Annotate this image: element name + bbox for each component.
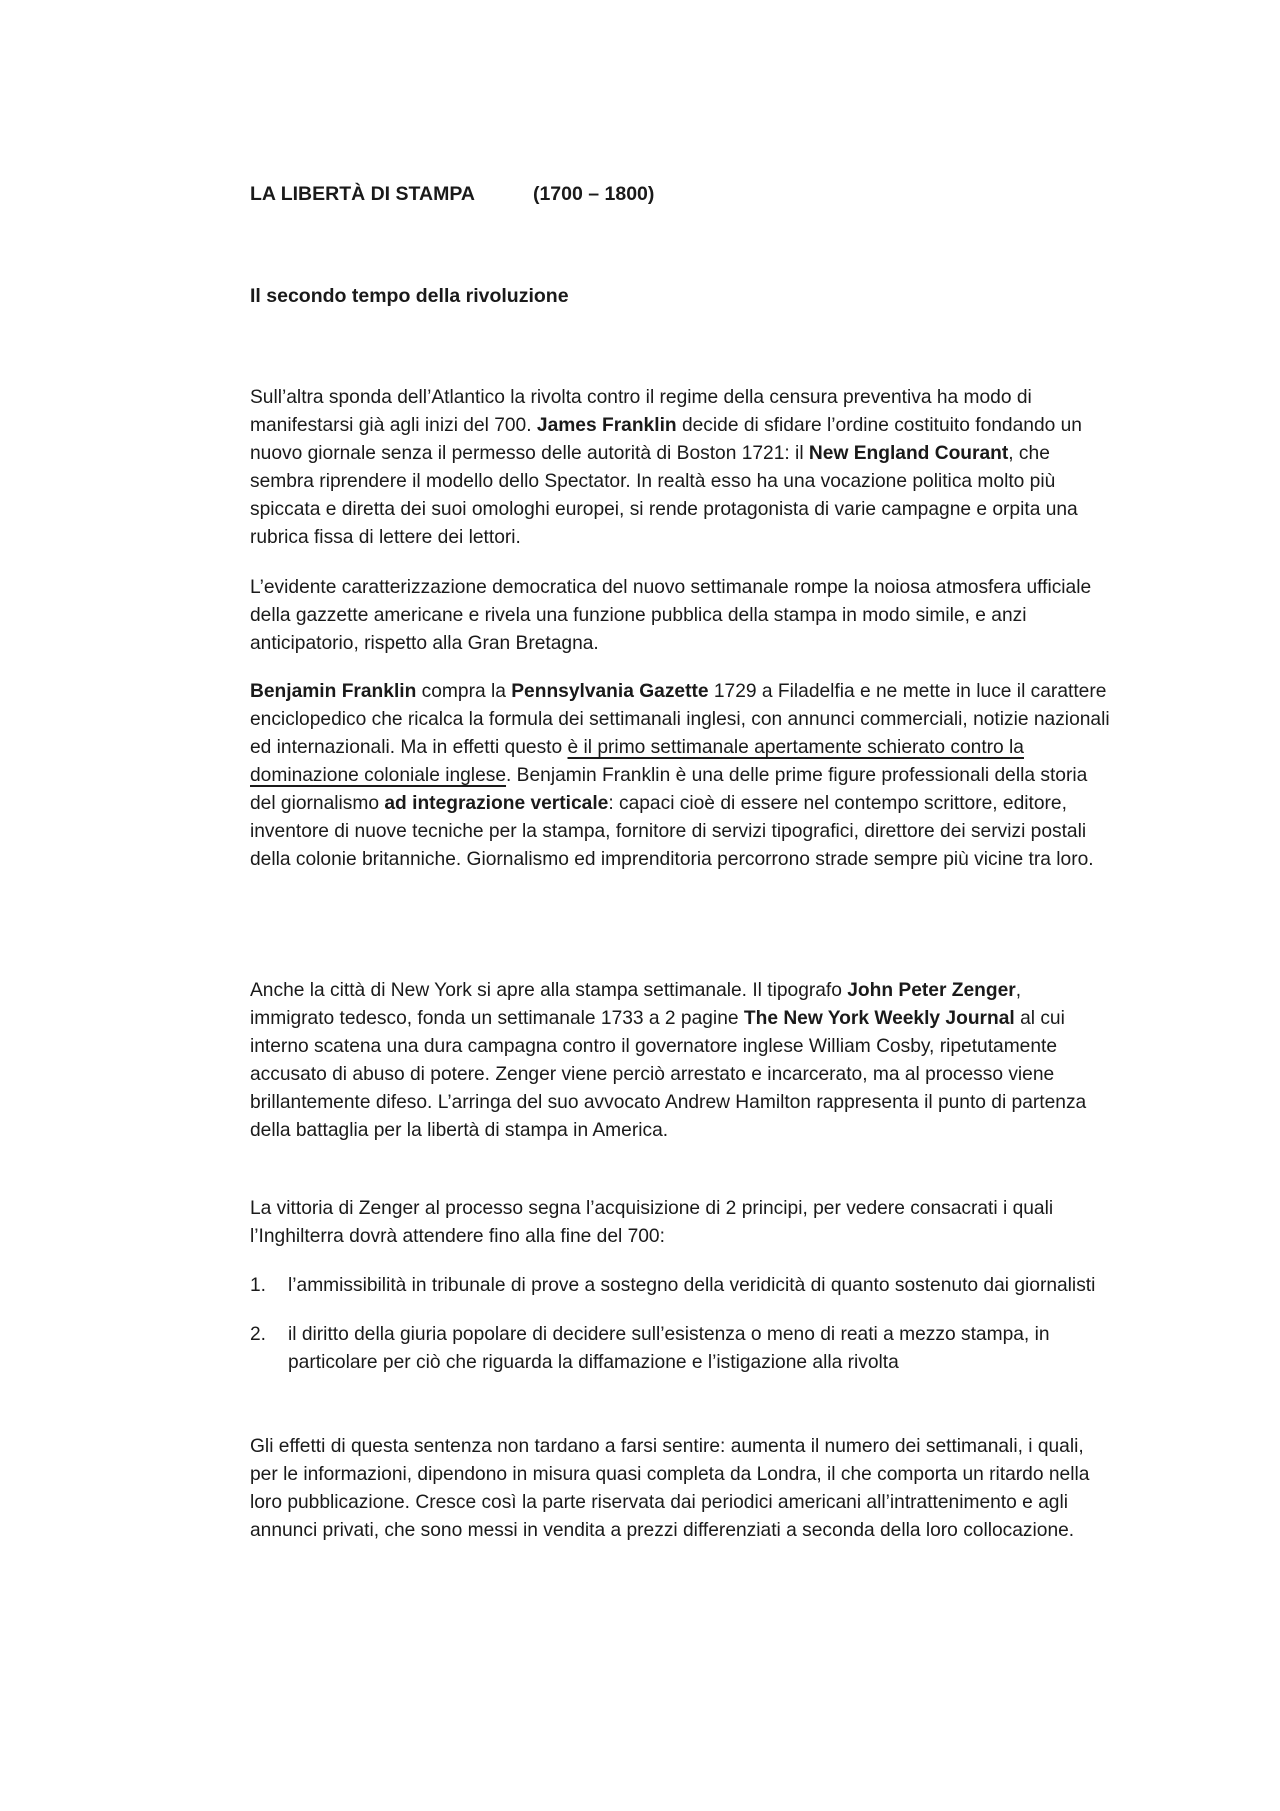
title-text: LA LIBERTÀ DI STAMPA: [250, 183, 475, 205]
list-item-text: il diritto della giuria popolare di decidere sull’esistenza o meno di reati a mezzo stampa, in particolare per ciò che riguarda la diffamazione e l’istigazione alla rivolta: [288, 1324, 1050, 1373]
text-span: , immigrato tedesco, fonda un settimanale 1733 a 2 pagine: [250, 980, 1022, 1029]
list-item: [250, 1321, 1110, 1377]
list-item: [250, 1272, 1110, 1300]
text-span: Sull’altra sponda dell’Atlantico la rivolta contro il regime della censura preventiva ha modo di manifestarsi già agli inizi del 700.: [250, 387, 1032, 436]
principles-list: [250, 1272, 1110, 1398]
bold-span: ad integrazione verticale: [384, 793, 609, 814]
bold-span: Pennsylvania Gazette: [511, 681, 709, 702]
paragraph-democratic-character: L’evidente caratterizzazione democratica del nuovo settimanale rompe la noiosa atmosfera ufficiale della gazzette americane e rivela una funzione pubblica della stampa in modo simile, e anzi anticipatorio, rispetto alla Gran Bretagna.: [250, 577, 1092, 654]
text-span: al cui interno scatena una dura campagna contro il governatore inglese William Cosby, ripetutamente accusato di abuso di potere. Zenger viene perciò arrestato e incarcerato, ma al processo viene brillantemente difeso. L’arringa del suo avvocato Andrew Hamilton rappresenta il punto di partenza della battaglia per la libertà di stampa in America.: [250, 1008, 1087, 1141]
bold-span: New England Courant: [808, 443, 1009, 464]
paragraph-james-franklin: [250, 384, 1110, 552]
title-years: (1700 – 1800): [532, 183, 655, 205]
bold-span: John Peter Zenger: [847, 980, 1016, 1001]
bold-span: James Franklin: [536, 415, 677, 436]
text-span: : capaci cioè di essere nel contempo scrittore, editore, inventore di nuove tecniche per la stampa, fornitore di servizi tipografici, direttore dei servizi postali della colonie britanniche. Giornalismo ed imprenditoria percorrono strade sempre più vicine tra loro.: [250, 793, 1094, 870]
list-item-text: l’ammissibilità in tribunale di prove a sostegno della veridicità di quanto sostenuto dai giornalisti: [288, 1275, 1096, 1296]
paragraph-zenger: [250, 977, 1110, 1145]
text-span: 1729 a Filadelfia e ne mette in luce il carattere enciclopedico che ricalca la formula dei settimanali inglesi, con annunci commerciali, notizie nazionali ed internazionali. Ma in effetti questo: [250, 681, 1110, 758]
paragraph-benjamin-franklin: [250, 678, 1110, 874]
text-span: decide di sfidare l’ordine costituito fondando un nuovo giornale senza il permesso delle autorità di Boston 1721: il: [250, 415, 1082, 464]
document-title: [250, 180, 1110, 208]
text-span: Anche la città di New York si apre alla stampa settimanale. Il tipografo: [250, 980, 848, 1001]
paragraph-effects: Gli effetti di questa sentenza non tardano a farsi sentire: aumenta il numero dei settimanali, i quali, per le informazioni, dipendono in misura quasi completa da Londra, il che comporta un ritardo nella loro pubblicazione. Cresce così la parte riservata dai periodici americani all’intrattenimento e agli annunci privati, che sono messi in vendita a prezzi differenziati a seconda della loro collocazione.: [250, 1436, 1090, 1541]
list-number: 2.: [250, 1324, 267, 1345]
text-span: . Benjamin Franklin è una delle prime figure professionali della storia del giornalismo: [250, 765, 1088, 814]
list-number: 1.: [250, 1275, 267, 1296]
paragraph-zenger-victory: La vittoria di Zenger al processo segna l’acquisizione di 2 principi, per vedere consacrati i quali l’Inghilterra dovrà attendere fino alla fine del 700:: [250, 1198, 1054, 1247]
bold-span: Benjamin Franklin: [250, 681, 417, 702]
section-subtitle: Il secondo tempo della rivoluzione: [250, 285, 569, 307]
text-span: , che sembra riprendere il modello dello Spectator. In realtà esso ha una vocazione politica molto più spiccata e diretta dei suoi omologhi europei, si rende protagonista di varie campagne e orpita una rubrica fissa di lettere dei lettori.: [250, 443, 1078, 548]
bold-span: The New York Weekly Journal: [743, 1008, 1015, 1029]
text-span: compra la: [416, 681, 512, 702]
underlined-span: è il primo settimanale apertamente schierato contro la dominazione coloniale inglese: [250, 737, 1024, 786]
